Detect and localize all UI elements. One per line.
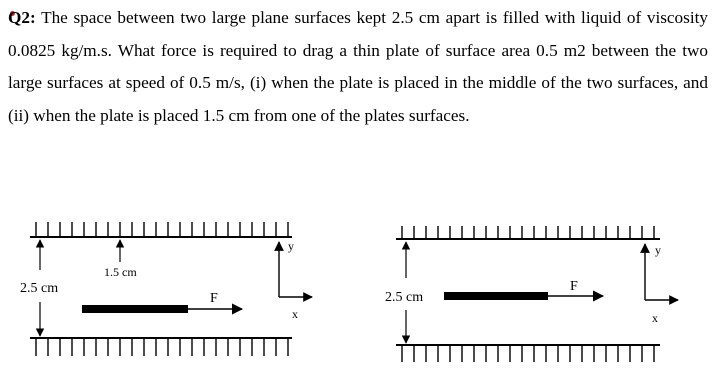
gap-label: 2.5 cm (385, 290, 424, 305)
question-body: The space between two large plane surfaces kept 2.5 cm apart is filled with liquid of viscosity 0.0825 kg/m.s. What force is required to drag a thin plate of surface area 0.5 m2 between the two large surfaces at speed of 0.5 m/s, (i) when the plate is placed in the middle of the two surfaces, and (ii) when the plate is placed 1.5 cm from one of the plates surfaces. (8, 8, 708, 125)
bottom-plate-hatch (402, 345, 654, 362)
force-label: F (570, 279, 578, 294)
moving-plate (82, 305, 188, 313)
y-axis-label: y (288, 239, 294, 253)
question-label: Q2: (8, 8, 36, 27)
diagram-right (385, 226, 678, 362)
x-axis-label: x (292, 307, 298, 321)
force-label: F (210, 291, 218, 306)
offset-label: 1.5 cm (104, 265, 137, 279)
x-axis-label: x (652, 311, 658, 325)
top-plate-hatch (36, 222, 288, 237)
bottom-plate-hatch (36, 338, 288, 356)
moving-plate (444, 292, 548, 300)
gap-label: 2.5 cm (20, 281, 59, 296)
y-axis-label: y (655, 243, 661, 257)
top-plate-hatch (402, 226, 654, 239)
diagram-left (20, 222, 312, 356)
